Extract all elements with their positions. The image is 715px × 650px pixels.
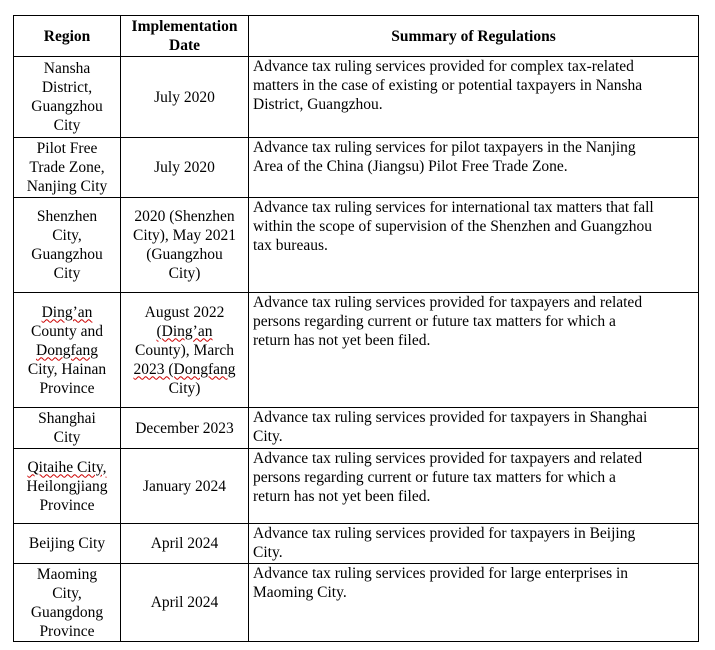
header-date-line: Date [169, 37, 200, 54]
summary-line: Advance tax ruling services provided for taxpayers and related [253, 294, 643, 311]
date-cell [121, 198, 249, 293]
region-line: Beijing City [28, 535, 106, 552]
date-line: (Guangzhou [146, 246, 223, 263]
table-row [14, 293, 699, 408]
summary-line: return has not yet been filed. [253, 488, 431, 505]
summary-line: Maoming City. [253, 584, 347, 601]
region-line: City [53, 117, 81, 134]
region-line: City, [52, 584, 82, 602]
table-row [14, 408, 699, 449]
summary-line: within the scope of supervision of the Shenzhen and Guangzhou [253, 218, 653, 235]
region-cell [14, 408, 121, 449]
summary-cell [249, 408, 699, 449]
region-line: Maoming [36, 565, 98, 583]
region-line [18, 341, 116, 360]
summary-cell [249, 293, 699, 408]
region-line [18, 458, 116, 477]
date-line-text: 2023 (Dongfang [133, 360, 236, 378]
region-line: City [53, 429, 81, 446]
summary-line: Advance tax ruling services for international tax matters that fall [253, 199, 654, 216]
summary-line: Advance tax ruling services provided for taxpayers in Shanghai [253, 409, 648, 426]
date-cell [121, 449, 249, 524]
header-date-line: Implementation [131, 18, 238, 35]
summary-line: Area of the China (Jiangsu) Pilot Free Trade Zone. [253, 158, 568, 175]
region-cell [14, 449, 121, 524]
date-line: December 2023 [135, 419, 234, 437]
summary-line: Advance tax ruling services provided for taxpayers and related [253, 450, 643, 467]
summary-line: matters in the case of existing or potential taxpayers in Nansha [253, 77, 643, 94]
region-line: District, [41, 79, 93, 96]
date-cell [121, 57, 249, 138]
date-line: 2020 (Shenzhen [134, 208, 235, 225]
summary-line: Advance tax ruling services for pilot taxpayers in the Nanjing [253, 139, 636, 156]
region-cell [14, 564, 121, 642]
header-row [14, 16, 699, 57]
date-line: July 2020 [154, 159, 215, 176]
region-line-text: Dongfang [36, 341, 98, 359]
region-line: City, [52, 227, 82, 244]
date-cell [121, 408, 249, 449]
summary-line: Advance tax ruling services provided for large enterprises in [253, 565, 629, 582]
region-line: Shenzhen [36, 208, 98, 225]
table-row [14, 138, 699, 198]
table-row [14, 449, 699, 524]
summary-line: District, Guangzhou. [253, 96, 383, 113]
region-line: Province [39, 622, 95, 640]
region-line: Nansha [43, 60, 91, 77]
summary-cell [249, 564, 699, 642]
region-line: County and [31, 322, 103, 340]
region-line: Province [39, 379, 95, 397]
region-line: City, Hainan [27, 360, 107, 378]
date-line: City) [168, 265, 201, 282]
region-cell [14, 57, 121, 138]
summary-line: persons regarding current or future tax matters for which a [253, 469, 616, 486]
regulations-table [13, 15, 699, 642]
summary-line: persons regarding current or future tax matters for which a [253, 313, 616, 330]
date-line: July 2020 [154, 88, 215, 106]
region-line: Guangzhou [31, 98, 103, 115]
region-line: Nanjing City [26, 178, 108, 195]
region-line: Guangdong [30, 603, 104, 621]
date-cell [121, 293, 249, 408]
header-summary: Summary of Regulations [249, 16, 699, 57]
summary-cell [249, 198, 699, 293]
header-region: Region [14, 16, 121, 57]
region-line: Shanghai [38, 410, 96, 427]
date-line [125, 322, 244, 341]
summary-line: tax bureaus. [253, 237, 328, 254]
region-line: City [53, 265, 81, 282]
date-line: April 2024 [150, 535, 219, 552]
summary-cell [249, 449, 699, 524]
date-line-text: (Ding’an [156, 322, 213, 340]
region-cell [14, 138, 121, 198]
date-line: County), March [134, 341, 234, 359]
summary-line: Advance tax ruling services provided for complex tax-related [253, 58, 634, 75]
region-cell [14, 293, 121, 408]
region-line [18, 303, 116, 322]
date-cell [121, 564, 249, 642]
header-implementation-date [121, 16, 249, 57]
table-row [14, 57, 699, 138]
date-line: August 2022 [144, 303, 225, 321]
date-line: City) [168, 379, 201, 397]
table-row [14, 564, 699, 642]
summary-cell [249, 524, 699, 564]
summary-line: Advance tax ruling services provided for taxpayers in Beijing [253, 525, 636, 542]
summary-cell [249, 138, 699, 198]
summary-line: City. [253, 428, 283, 445]
table-row [14, 198, 699, 293]
date-line: April 2024 [150, 594, 219, 611]
region-line: Trade Zone, [29, 159, 105, 176]
summary-line: City. [253, 544, 283, 561]
table-row [14, 524, 699, 564]
region-line: Pilot Free [36, 140, 98, 157]
region-cell [14, 524, 121, 564]
region-cell [14, 198, 121, 293]
region-line-text: Ding’an [41, 303, 93, 321]
region-line: Guangzhou [31, 246, 103, 263]
date-line [125, 360, 244, 379]
region-line-text: Qitaihe City, [27, 458, 107, 476]
date-line: City), May 2021 [133, 227, 236, 244]
region-line: Province [39, 496, 95, 514]
date-cell [121, 524, 249, 564]
summary-line: return has not yet been filed. [253, 332, 431, 349]
date-cell [121, 138, 249, 198]
summary-cell [249, 57, 699, 138]
date-line: January 2024 [142, 477, 227, 495]
region-line: Heilongjiang [26, 477, 108, 495]
